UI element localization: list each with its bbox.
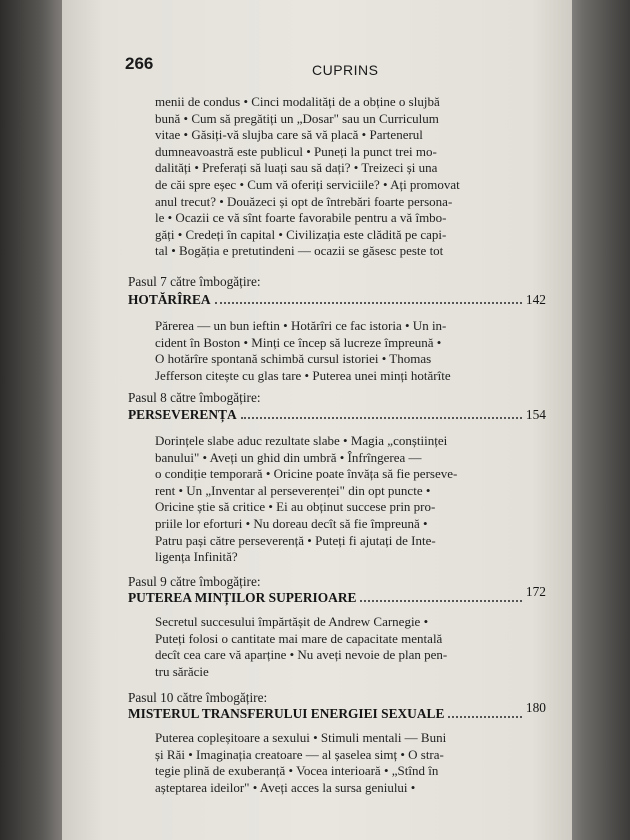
intro-paragraph [155,94,518,260]
section-step-label: Pasul 9 către îmbogățire: [128,574,261,589]
text-line: tru sărăcie [155,663,209,679]
background-left [0,0,70,840]
text-line: Dorințele slabe aduc rezultate slabe • Magia „conștiinței [155,433,448,448]
text-line: o condiție temporară • Oricine poate învăța să fie perseve- [155,466,458,482]
text-line: cident în Boston • Minți ce încep să lucreze împreună • [155,334,442,350]
leader-dots [215,302,522,304]
text-line: le • Ocazii ce vă sînt foarte favorabile pentru a vă îmbo- [155,210,447,226]
section-description [155,614,518,680]
section-step-label: Pasul 8 către îmbogățire: [128,390,261,405]
section-step-label: Pasul 10 către îmbogățire: [128,690,268,705]
section-description [155,318,518,384]
chapter-page-number: 172 [525,584,546,599]
text-line: vitae • Găsiți-vă slujba care să vă placă • Partenerul [155,127,423,143]
chapter-title-row[interactable] [128,292,546,308]
chapter-page-number: 142 [525,292,546,307]
text-line: bună • Cum să pregătiți un „Dosar" sau un Curriculum [155,110,439,126]
text-line: Secretul succesului împărtășit de Andrew Carnegie • [155,614,429,629]
chapter-title-row[interactable] [128,700,546,722]
running-header: CUPRINS [312,62,379,78]
chapter-title-row[interactable] [128,584,546,606]
text-line: banului" • Aveți un ghid din umbră • Înfrîngerea — [155,449,422,465]
text-line: anul trecut? • Douăzeci și opt de întrebări foarte persona- [155,193,453,209]
section-description [155,433,518,566]
text-line: Puteți folosi o cantitate mai mare de capacitate mentală [155,630,443,646]
text-line: rent • Un „Inventar al perseverenței" din opt puncte • [155,482,431,498]
text-line: decît cea care vă aparține • Nu aveți nevoie de plan pen- [155,647,448,663]
text-line: găți • Credeți în capital • Civilizația este clădită pe capi- [155,226,447,242]
leader-dots [360,600,521,602]
chapter-title: PUTEREA MINȚILOR SUPERIOARE [128,590,357,605]
leader-dots [241,417,522,419]
text-line: de căi spre eșec • Cum vă oferiți serviciile? • Ați promovat [155,176,460,192]
text-line: Oricine știe să critice • Ei au obținut succese prin pro- [155,499,436,515]
chapter-title: HOTĂRÎREA [128,292,211,307]
text-line: Patru pași către perseverență • Puteți fi ajutați de Inte- [155,532,436,548]
section-description [155,730,518,796]
text-line: ligența Infinită? [155,549,238,565]
leader-dots [448,716,522,718]
section-step-label: Pasul 7 către îmbogățire: [128,274,261,289]
text-line: menii de condus • Cinci modalități de a obține o slujbă [155,94,440,109]
text-line: priile lor eforturi • Nu doreau decît să fie împreună • [155,515,428,531]
text-line: tal • Bogăția e pretutindeni — ocazii se găsesc peste tot [155,243,444,259]
chapter-title-row[interactable] [128,407,546,423]
text-line: și Răi • Imaginația creatoare — al șaselea simț • O stra- [155,746,444,762]
chapter-page-number: 180 [525,700,546,715]
chapter-title: MISTERUL TRANSFERULUI ENERGIEI SEXUALE [128,706,445,721]
chapter-page-number: 154 [525,407,546,422]
page-number: 266 [125,54,154,73]
text-line: dalități • Preferați să luați sau să dați? • Treizeci și una [155,160,438,176]
text-line: tegie plină de exuberanță • Vocea interioară • „Stînd în [155,763,439,779]
text-line: O hotărîre spontană schimbă cursul istoriei • Thomas [155,351,432,367]
chapter-title: PERSEVERENȚA [128,407,237,422]
text-line: așteptarea ideilor" • Aveți acces la sursa geniului • [155,779,416,795]
text-line: Părerea — un bun ieftin • Hotărîri ce fac istoria • Un in- [155,318,447,333]
text-line: dumneavoastră este publicul • Puneți la punct trei mo- [155,143,437,159]
text-line: Jefferson citește cu glas tare • Puterea unei minți hotărîte [155,367,451,383]
text-line: Puterea copleșitoare a sexului • Stimuli mentali — Buni [155,730,447,745]
